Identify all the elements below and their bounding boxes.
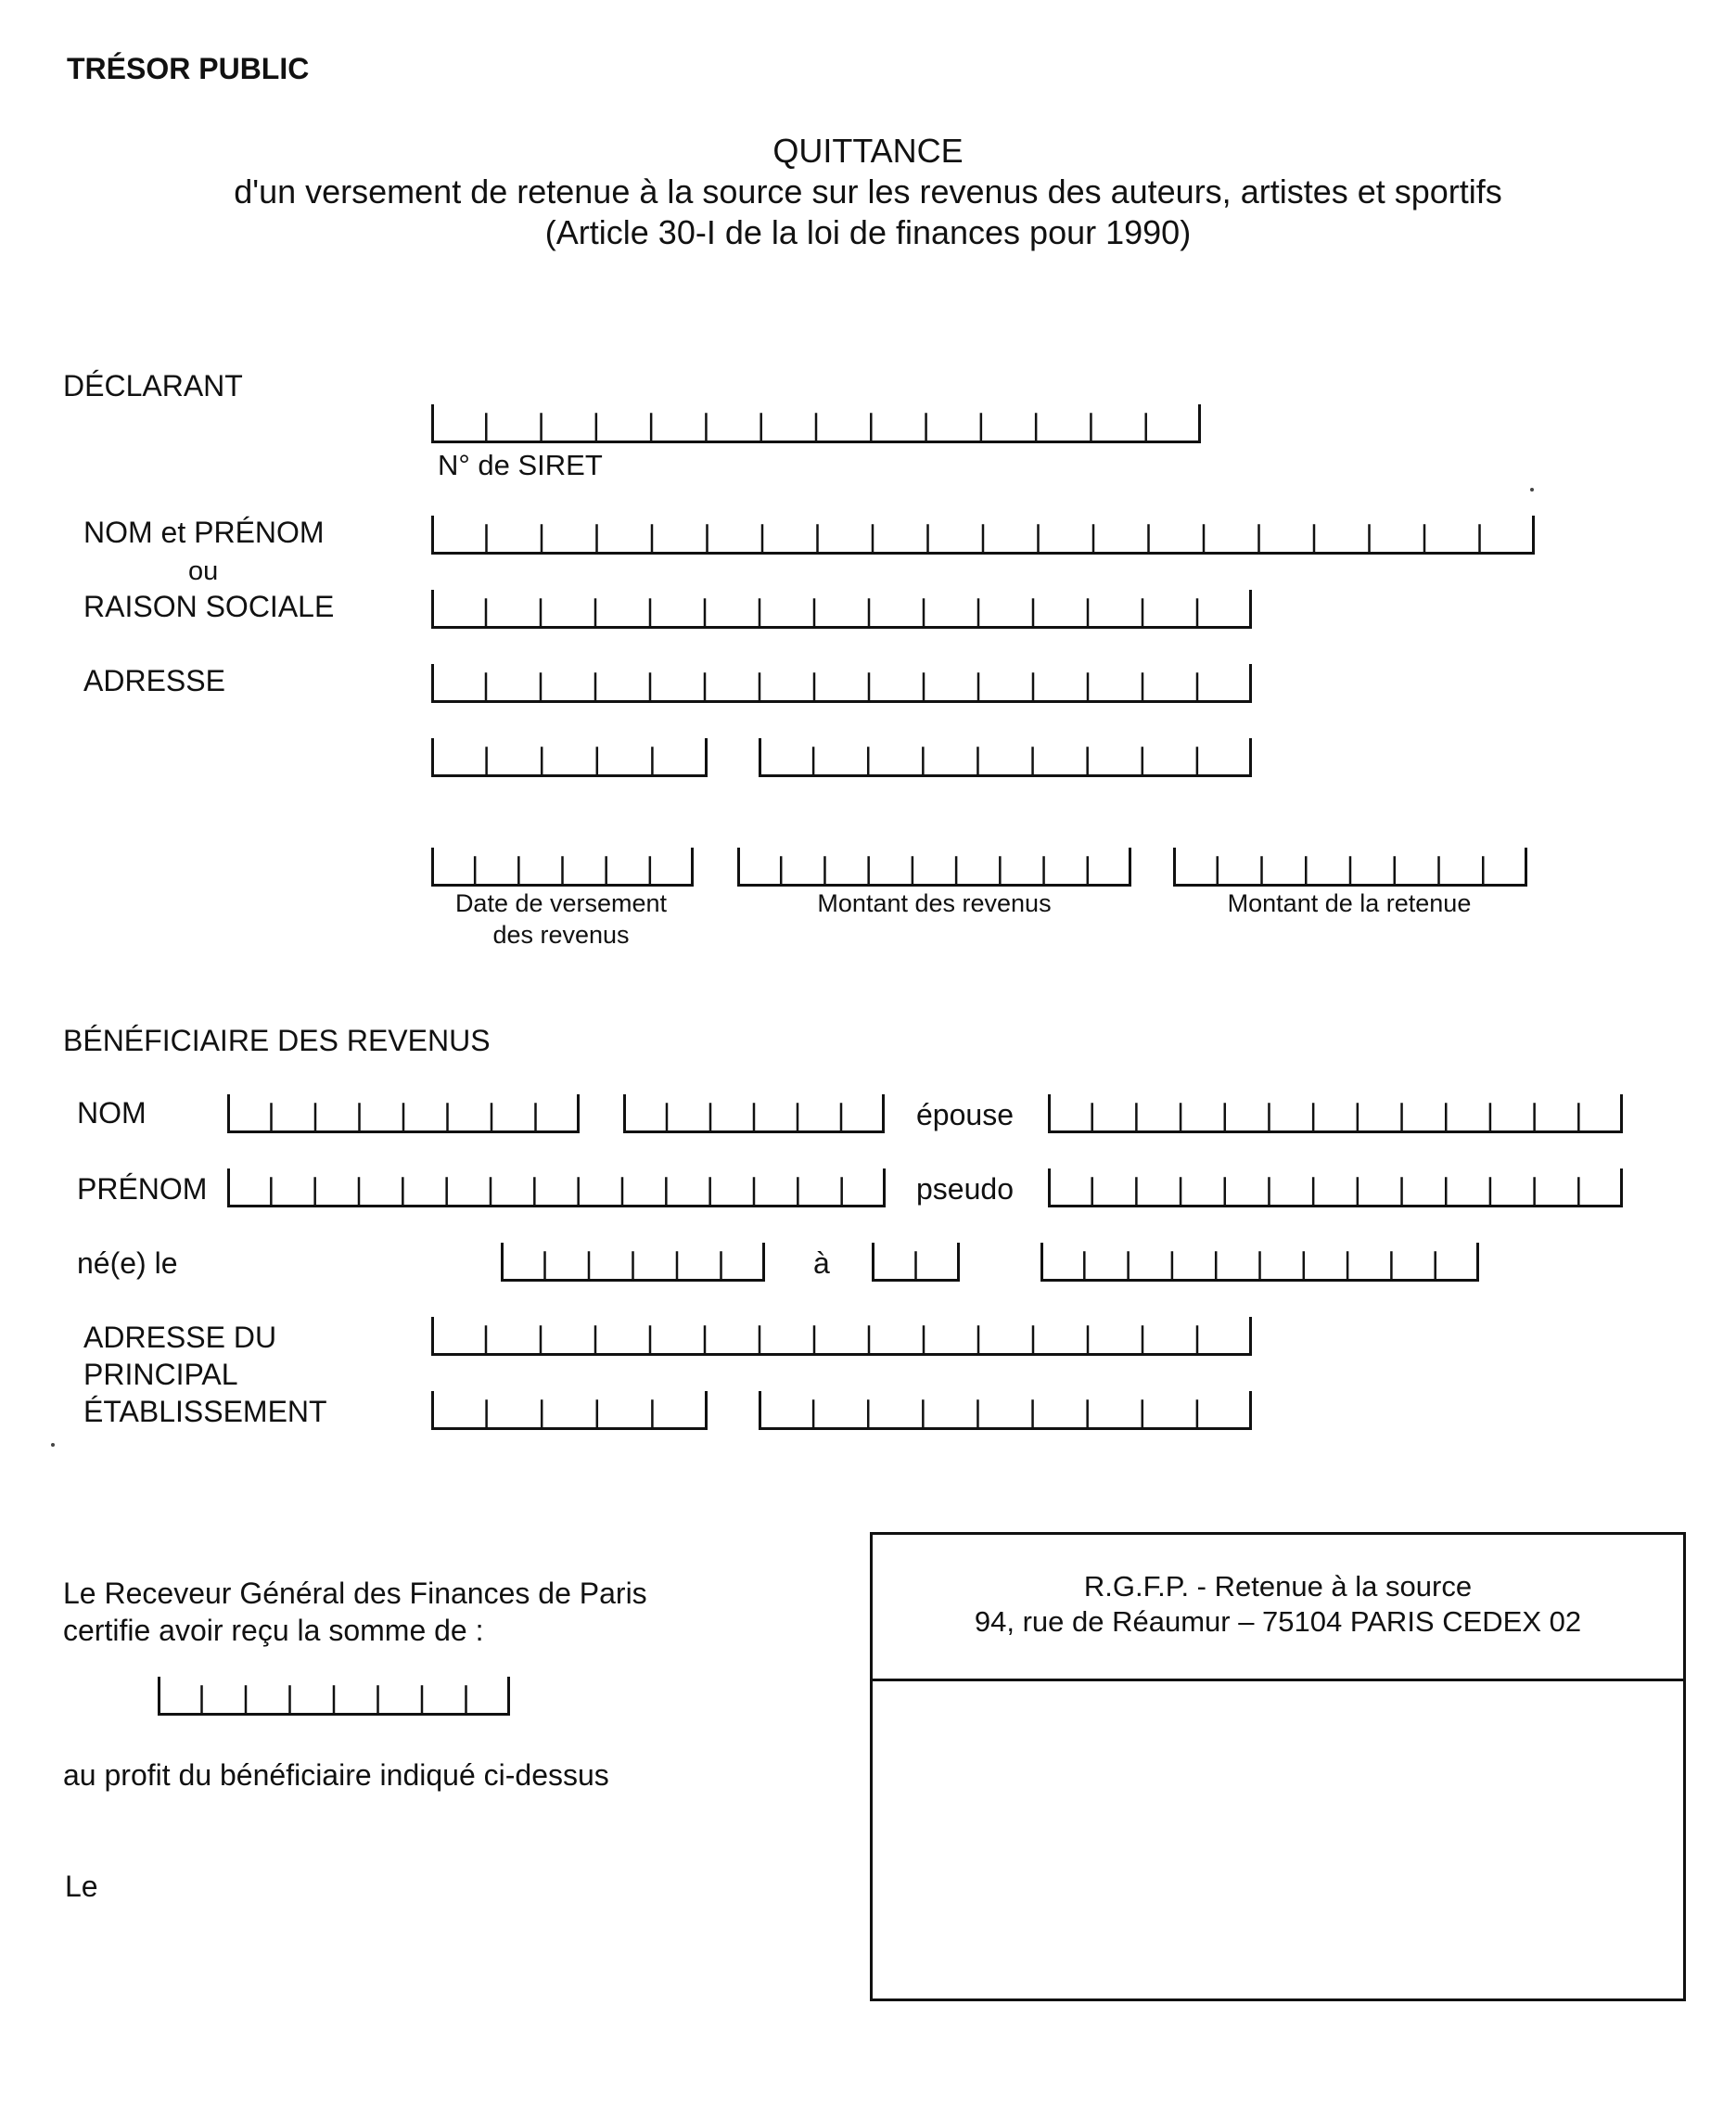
comb-box-lines [431, 404, 1201, 443]
comb-box-lines [431, 1317, 1252, 1356]
org-title: TRÉSOR PUBLIC [67, 52, 310, 85]
declarant-name-field[interactable] [431, 516, 1535, 555]
establishment-postcode-field[interactable] [431, 1391, 708, 1430]
document-title: QUITTANCE [772, 132, 964, 170]
beneficiary-lastname-field[interactable] [227, 1094, 580, 1133]
comb-box-lines [227, 1094, 580, 1133]
comb-box-lines [759, 738, 1252, 777]
comb-box-lines [431, 848, 694, 887]
beneficiary-section-title: BÉNÉFICIAIRE DES REVENUS [63, 1024, 491, 1057]
establishment-address-label: ADRESSE DU [83, 1321, 277, 1354]
siret-caption: N° de SIRET [438, 449, 603, 481]
payment-date-caption: Date de versement [454, 889, 668, 917]
beneficiary-spouse-label: épouse [916, 1098, 1014, 1131]
declarant-postcode-field[interactable] [431, 738, 708, 777]
panel-address-line2: 94, rue de Réaumur – 75104 PARIS CEDEX 02 [974, 1605, 1582, 1638]
birth-place-label: à [813, 1246, 830, 1280]
comb-box-lines [501, 1243, 765, 1282]
beneficiary-pseudonym-field[interactable] [1048, 1168, 1623, 1207]
declarant-company-field[interactable] [431, 590, 1252, 629]
comb-box-lines [431, 516, 1535, 555]
comb-box-lines [623, 1094, 885, 1133]
declarant-section-title: DÉCLARANT [63, 369, 243, 402]
comb-box-lines [1048, 1168, 1623, 1207]
beneficiary-firstname-field[interactable] [227, 1168, 886, 1207]
declarant-address-line1-field[interactable] [431, 664, 1252, 703]
declarant-name-label: NOM et PRÉNOM [83, 516, 325, 549]
establishment-address-line1-field[interactable] [431, 1317, 1252, 1356]
comb-box-lines [759, 1391, 1252, 1430]
comb-box-lines [431, 738, 708, 777]
establishment-address-label-line2: PRINCIPAL [83, 1358, 238, 1391]
panel-address-line1: R.G.F.P. - Retenue à la source [1083, 1570, 1473, 1603]
payment-date-field[interactable] [431, 848, 694, 887]
document-legal-reference: (Article 30-I de la loi de finances pour 1990) [544, 213, 1192, 251]
comb-box-lines [431, 1391, 708, 1430]
beneficiary-spouse-field[interactable] [1048, 1094, 1623, 1133]
receipt-beneficiary-line: au profit du bénéficiaire indiqué ci-dessus [63, 1758, 609, 1792]
beneficiary-lastname-extra-field[interactable] [623, 1094, 885, 1133]
document-subtitle: d'un versement de retenue à la source sur les revenus des auteurs, artistes et sportifs [234, 172, 1502, 211]
income-amount-caption: Montant des revenus [817, 889, 1052, 917]
beneficiary-lastname-label: NOM [77, 1096, 147, 1130]
comb-box-lines [227, 1168, 886, 1207]
siret-field[interactable] [431, 404, 1201, 443]
birth-date-field[interactable] [501, 1243, 765, 1282]
scan-speck [1530, 488, 1534, 492]
comb-box-lines [1040, 1243, 1479, 1282]
comb-box-lines [872, 1243, 960, 1282]
income-amount-field[interactable] [737, 848, 1131, 887]
comb-box-lines [431, 664, 1252, 703]
birth-place-field[interactable] [1040, 1243, 1479, 1282]
establishment-city-field[interactable] [759, 1391, 1252, 1430]
comb-box-lines [1048, 1094, 1623, 1133]
beneficiary-pseudonym-label: pseudo [916, 1172, 1014, 1206]
withholding-amount-field[interactable] [1173, 848, 1527, 887]
address-stamp-panel [870, 1532, 1686, 2001]
comb-box-lines [431, 590, 1252, 629]
declarant-address-label: ADRESSE [83, 664, 225, 697]
payment-date-caption-line2: des revenus [492, 921, 630, 949]
birth-date-label: né(e) le [77, 1246, 178, 1280]
scan-speck [51, 1443, 55, 1447]
establishment-address-label-line3: ÉTABLISSEMENT [83, 1395, 327, 1428]
beneficiary-firstname-label: PRÉNOM [77, 1172, 208, 1206]
receipt-certification-line1: Le Receveur Général des Finances de Paris [63, 1577, 647, 1610]
receipt-date-label: Le [65, 1870, 98, 1903]
comb-box-lines [737, 848, 1131, 887]
comb-box-lines [158, 1677, 510, 1716]
declarant-city-field[interactable] [759, 738, 1252, 777]
birth-department-field[interactable] [872, 1243, 960, 1282]
stamp-area[interactable] [873, 1681, 1683, 1998]
withholding-amount-caption: Montant de la retenue [1227, 889, 1472, 917]
declarant-name-label-or: ou [188, 556, 219, 586]
comb-box-lines [1173, 848, 1527, 887]
receipt-certification-line2: certifie avoir reçu la somme de : [63, 1614, 484, 1647]
received-amount-field[interactable] [158, 1677, 510, 1716]
declarant-company-label: RAISON SOCIALE [83, 590, 335, 623]
